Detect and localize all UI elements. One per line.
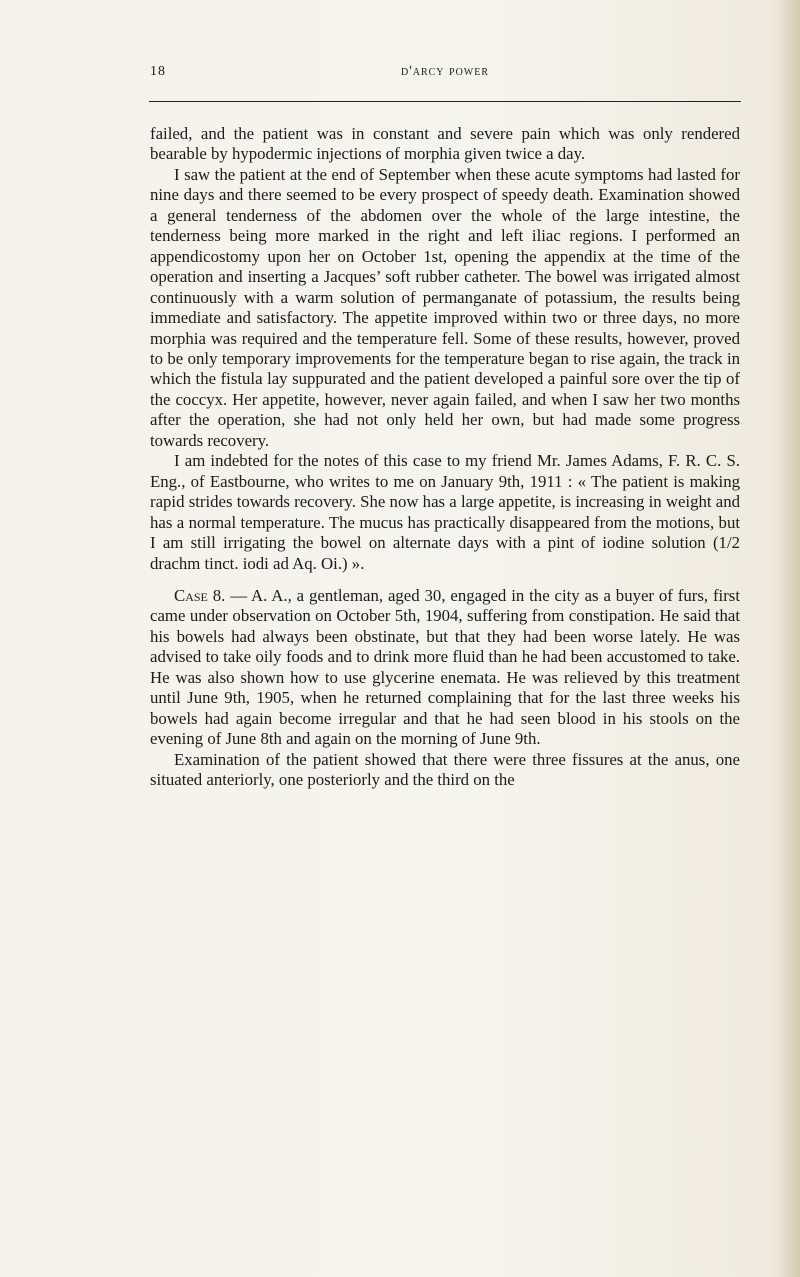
body-text bbox=[150, 124, 740, 791]
page-edge-shading bbox=[778, 0, 800, 1277]
case-label: Case 8. bbox=[174, 585, 226, 605]
paragraph-2: I saw the patient at the end of September when these acute symptoms had lasted for nine days and there seemed to be every prospect of speedy death. Examination showed a general tenderness of the abdomen over the whole of the large intestine, the tenderness being more marked in the right and left iliac regions. I performed an appendicostomy upon her on October 1st, opening the appendix at the time of the operation and inserting a Jacques’ soft rubber catheter. The bowel was irrigated almost continuously with a warm solution of permanganate of potassium, the results being immediate and satisfactory. The appetite improved within two or three days, no more morphia was required and the temperature fell. Some of these results, however, proved to be only temporary improvements for the temperature began to rise again, the track in which the fistula lay suppurated and the patient developed a painful sore over the tip of the coccyx. Her appetite, however, never again failed, and when I saw her two months after the operation, she had not only held her own, but had made some progress towards recovery. bbox=[150, 164, 740, 450]
paragraph-case-8 bbox=[150, 586, 740, 750]
case-8-text: — A. A., a gentleman, aged 30, engaged in the city as a buyer of furs, first came under observation on October 5th, 1904, suffering from constipation. He said that his bowels had always been obstinate, but that they had been worse lately. He was advised to take oily foods and to drink more fluid than he had been accustomed to take. He was also shown how to use glycerine enemata. He was relieved by this treatment until June 9th, 1905, when he returned complaining that for the last three weeks his bowels had again become irregular and that he had seen blood in his stools on the evening of June 8th and again on the morning of June 9th. bbox=[150, 585, 740, 749]
paragraph-1: failed, and the patient was in constant and severe pain which was only rendered bearable by hypodermic injections of morphia given twice a day. bbox=[150, 124, 740, 164]
page-number: 18 bbox=[150, 64, 166, 79]
paragraph-3: I am indebted for the notes of this case to my friend Mr. James Adams, F. R. C. S. Eng., of Eastbourne, who writes to me on January 9th, 1911 : « The patient is making rapid strides towards recovery. She now has a large appetite, is increasing in weight and has a normal temperature. The mucus has practically disappeared from the motions, but I am still irrigating the bowel on alternate days with a pint of iodine solution (1/2 drachm tinct. iodi ad Aq. Oi.) ». bbox=[150, 451, 740, 573]
page-header bbox=[150, 64, 740, 84]
running-head: d'arcy power bbox=[400, 64, 490, 79]
header-rule bbox=[149, 101, 741, 102]
paragraph-5: Examination of the patient showed that there were three fissures at the anus, one situated anteriorly, one posteriorly and the third on the bbox=[150, 749, 740, 790]
